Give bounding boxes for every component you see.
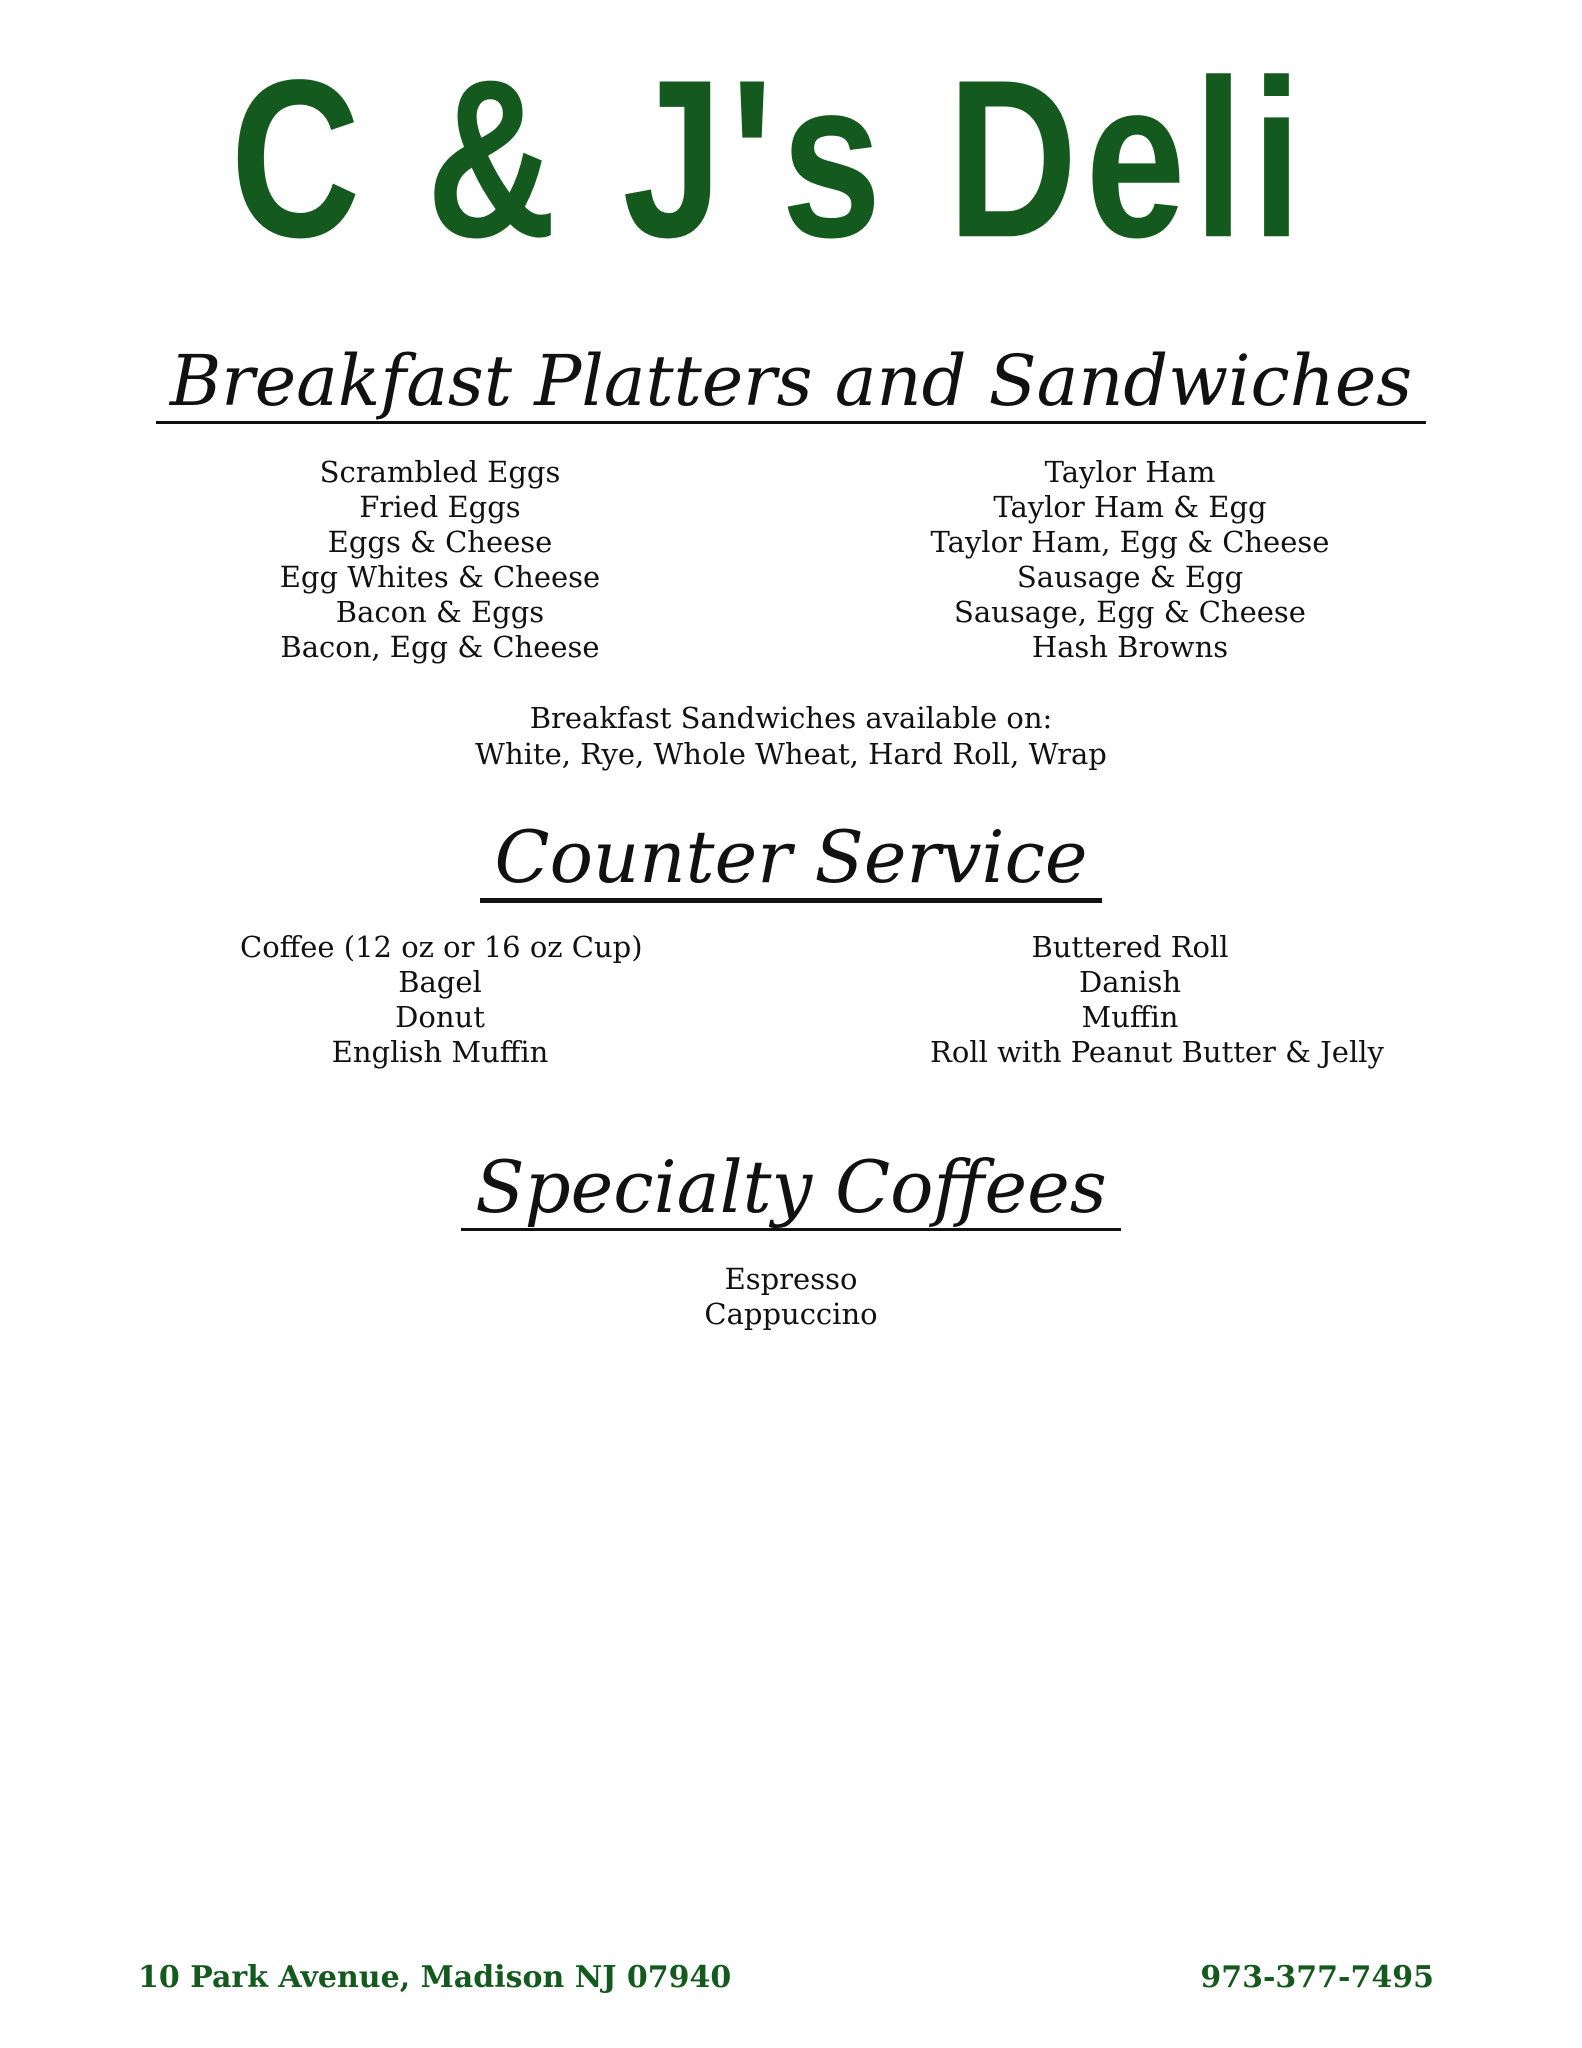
coffees-title-text: Specialty Coffees [461,1150,1120,1231]
menu-item: Eggs & Cheese [327,525,553,559]
counter-left-list [240,930,643,1070]
menu-item: Sausage, Egg & Cheese [954,595,1306,629]
breakfast-left-list [240,455,640,665]
footer-phone: 973-377-7495 [1200,1960,1434,1995]
counter-section-title [0,815,1582,903]
bread-note-options: White, Rye, Whole Wheat, Hard Roll, Wrap [475,737,1107,771]
menu-item: Cappuccino [704,1297,878,1331]
deli-logo [230,33,1310,285]
menu-item: Buttered Roll [1031,930,1229,964]
logo-text: C & J's Deli [230,33,1310,285]
breakfast-section-title [0,340,1582,424]
menu-item: English Muffin [331,1035,549,1069]
breakfast-right-list [930,455,1330,665]
footer-address: 10 Park Avenue, Madison NJ 07940 [138,1960,732,1995]
menu-item: Fried Eggs [359,490,521,524]
menu-item: Taylor Ham, Egg & Cheese [930,525,1330,559]
menu-item: Muffin [1081,1000,1179,1034]
coffees-section-title [0,1145,1582,1231]
coffees-list [0,1262,1582,1332]
menu-item: Hash Browns [1031,630,1229,664]
menu-item: Espresso [724,1262,858,1296]
menu-item: Bagel [398,965,482,999]
menu-item: Taylor Ham & Egg [993,490,1267,524]
menu-item: Donut [395,1000,485,1034]
menu-item: Egg Whites & Cheese [279,560,601,594]
menu-item: Roll with Peanut Butter & Jelly [930,1035,1384,1069]
counter-right-list [930,930,1384,1070]
breakfast-bread-note [0,700,1582,772]
menu-item: Danish [1078,965,1182,999]
counter-title-text: Counter Service [480,820,1101,903]
menu-item: Bacon & Eggs [335,595,545,629]
breakfast-title-text: Breakfast Platters and Sandwiches [156,345,1426,424]
menu-item: Scrambled Eggs [319,455,561,489]
menu-item: Bacon, Egg & Cheese [280,630,600,664]
bread-note-heading: Breakfast Sandwiches available on: [529,701,1053,735]
menu-item: Taylor Ham [1044,455,1216,489]
menu-item: Sausage & Egg [1016,560,1244,594]
menu-item: Coffee (12 oz or 16 oz Cup) [240,930,643,964]
